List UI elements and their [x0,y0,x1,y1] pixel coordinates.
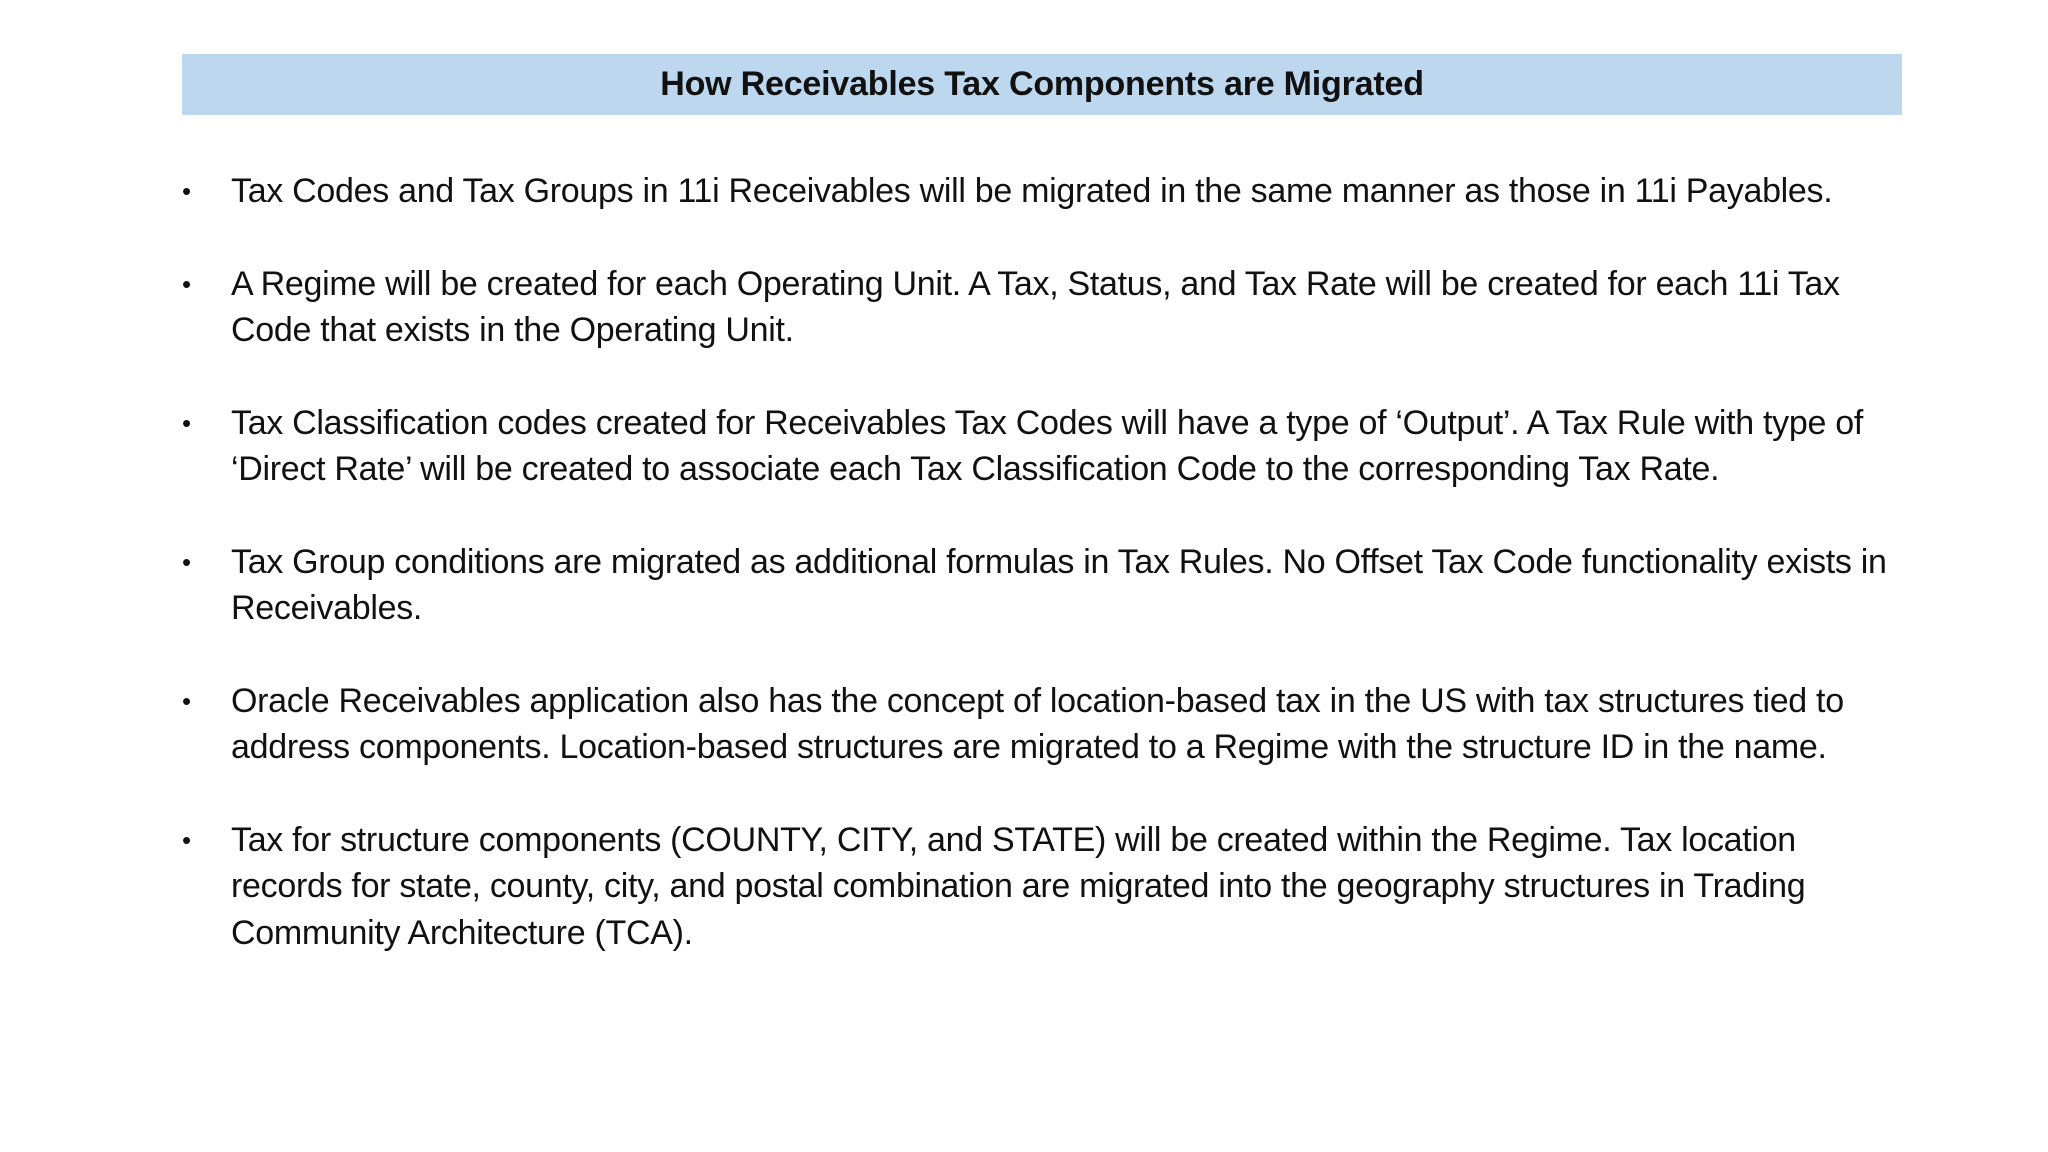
slide-title: How Receivables Tax Components are Migrated [660,65,1424,103]
bullet-text: A Regime will be created for each Operating Unit. A Tax, Status, and Tax Rate will be created for each 11i Tax Code that exists in the Operating Unit. [231,264,1840,349]
bullet-dot-icon: • [182,268,191,299]
bullet-text: Oracle Receivables application also has the concept of location-based tax in the US with tax structures tied to address components. Location-based structures are migrated to a Regime with the structure ID in the name. [231,681,1844,766]
bullet-item [182,539,1902,632]
bullet-dot-icon: • [182,407,191,438]
bullet-item [182,678,1902,771]
bullet-list [182,168,1902,1002]
bullet-dot-icon: • [182,546,191,577]
bullet-item [182,817,1902,957]
bullet-dot-icon: • [182,685,191,716]
bullet-text: Tax Classification codes created for Receivables Tax Codes will have a type of ‘Output’. A Tax Rule with type of ‘Direct Rate’ will be created to associate each Tax Classification Code to the corresponding Tax Rate. [231,403,1864,488]
bullet-text: Tax for structure components (COUNTY, CITY, and STATE) will be created within the Regime. Tax location records for state, county, city, and postal combination are migrated into the geography structures in Trading Community Architecture (TCA). [231,820,1806,952]
bullet-item [182,261,1902,354]
bullet-text: Tax Codes and Tax Groups in 11i Receivables will be migrated in the same manner as those in 11i Payables. [231,172,1833,210]
bullet-text: Tax Group conditions are migrated as additional formulas in Tax Rules. No Offset Tax Code functionality exists in Receivables. [231,542,1887,627]
bullet-dot-icon: • [182,176,191,206]
title-bar [182,54,1902,115]
bullet-item [182,400,1902,493]
bullet-item [182,168,1902,215]
bullet-dot-icon: • [182,824,191,855]
